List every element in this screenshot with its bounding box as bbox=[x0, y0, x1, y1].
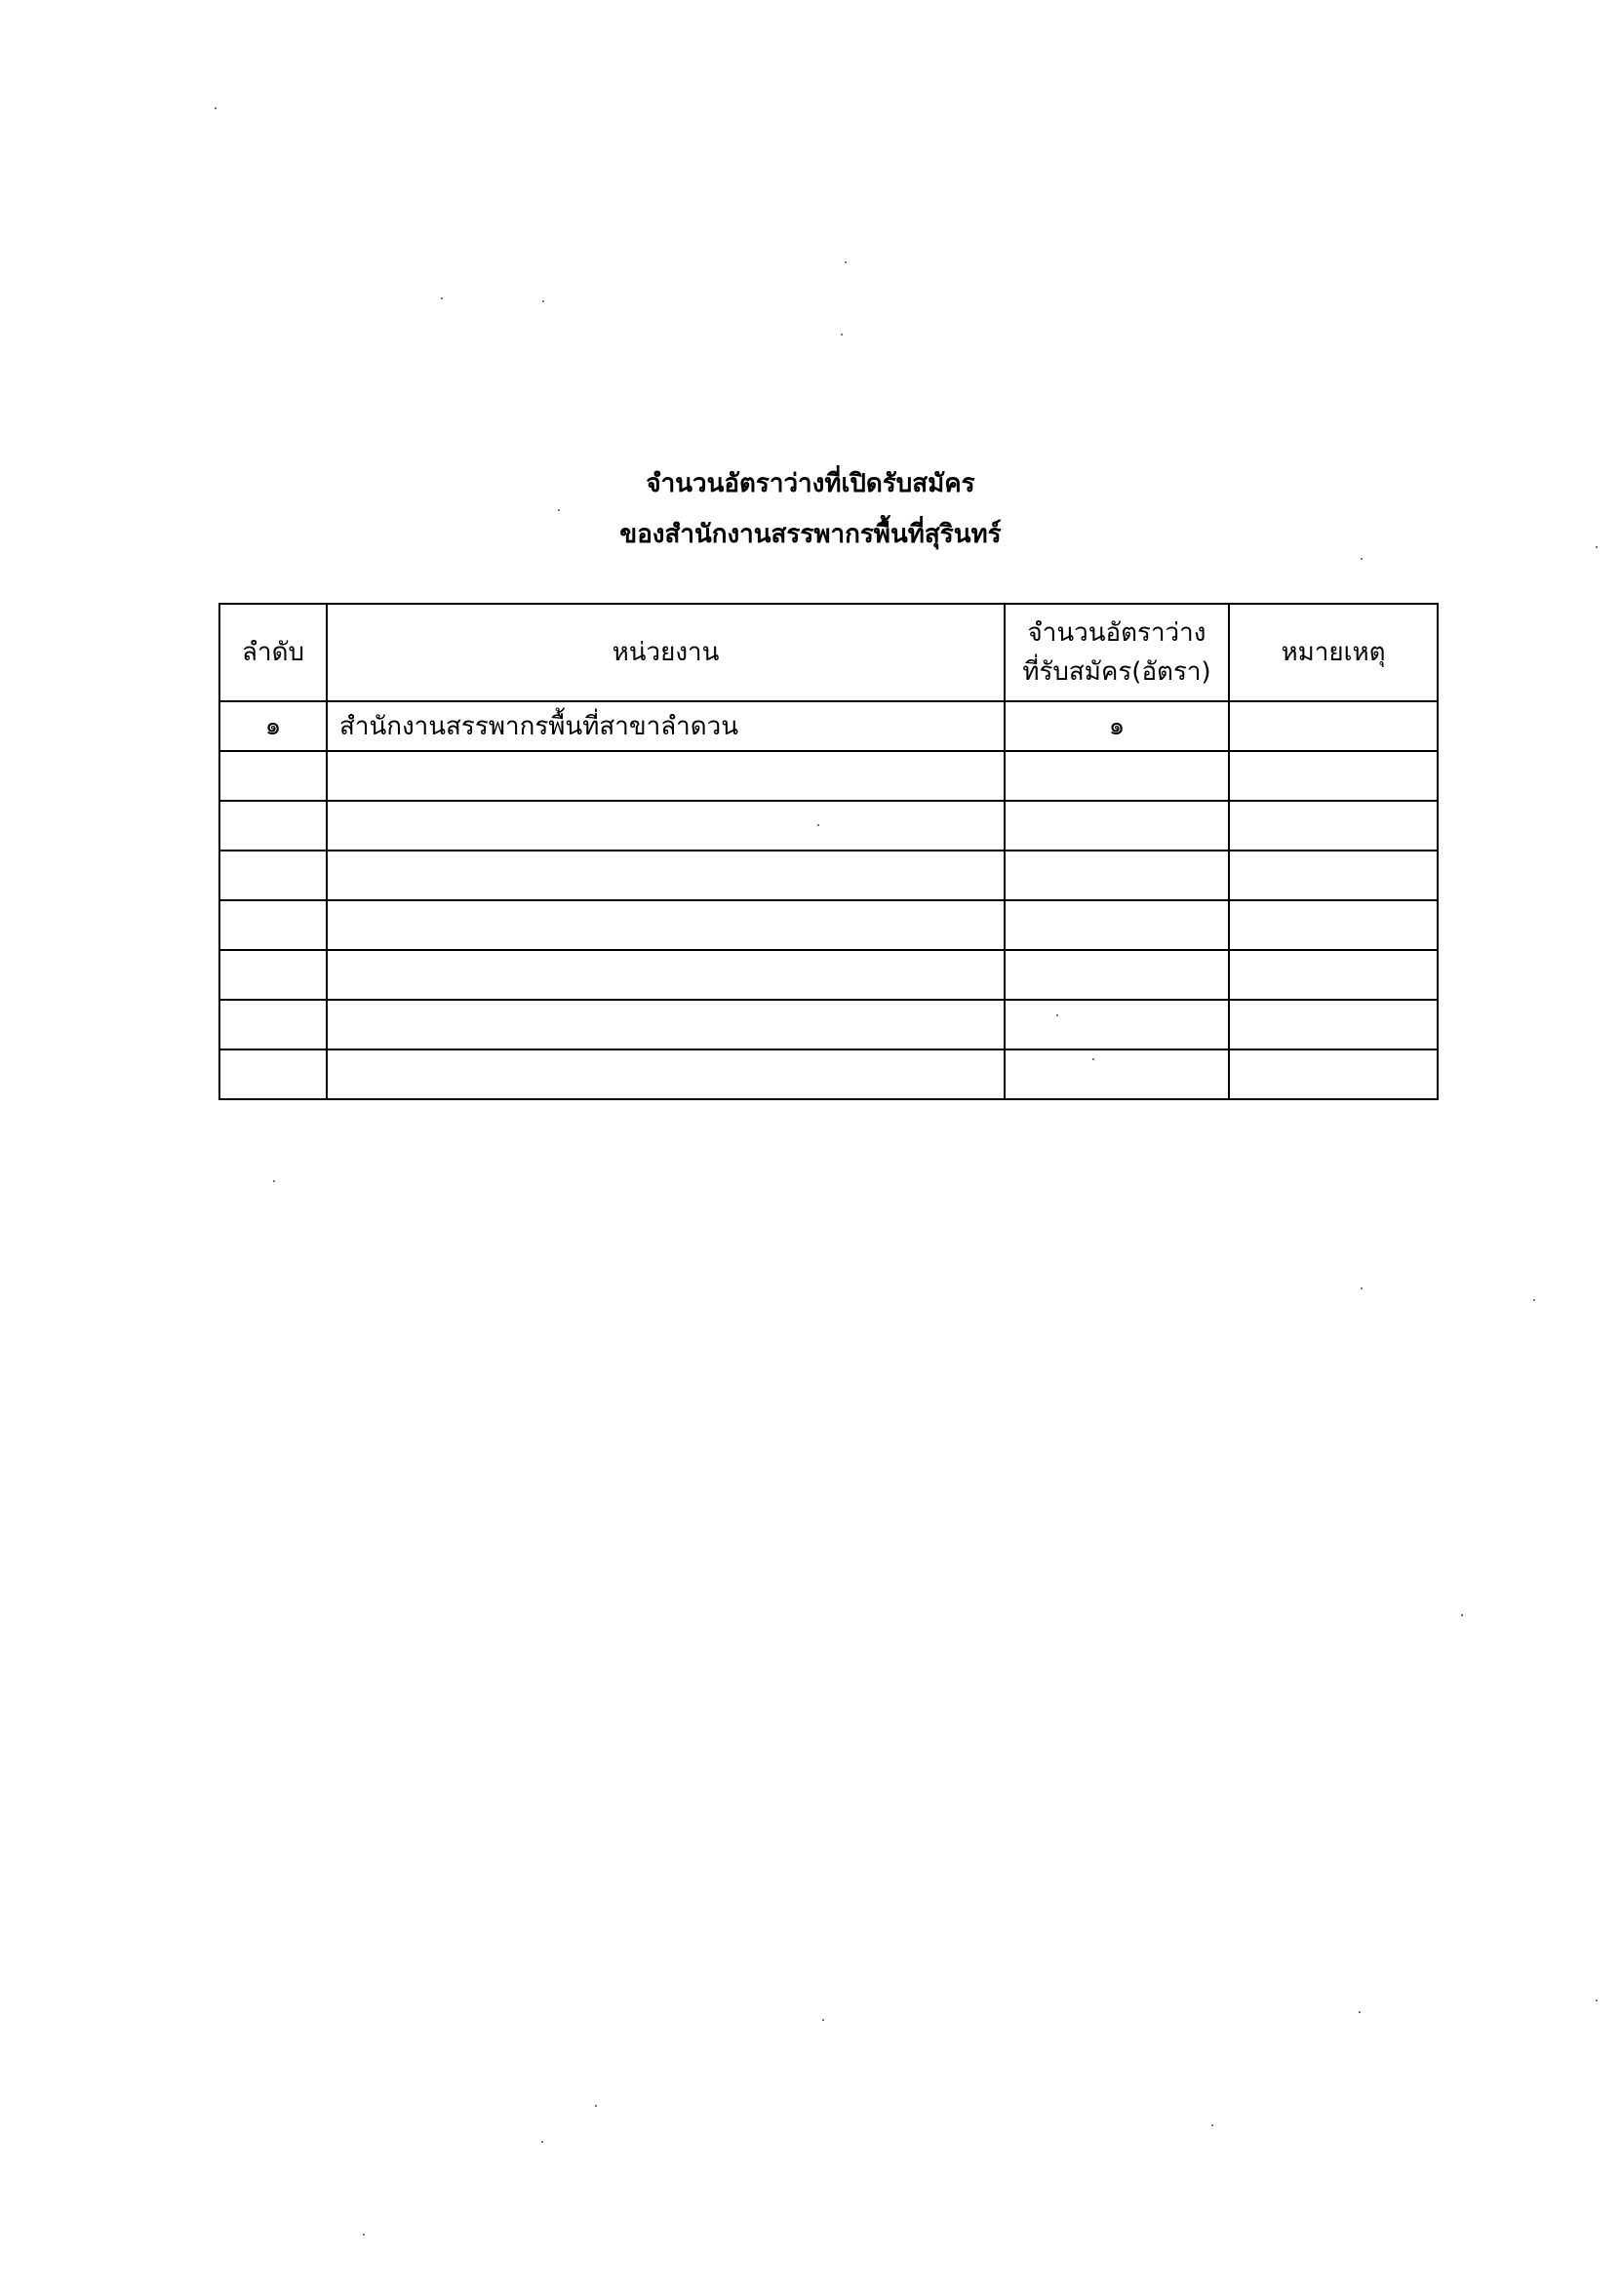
scan-speck bbox=[558, 509, 560, 511]
cell-order bbox=[219, 851, 327, 900]
scan-speck bbox=[1596, 1999, 1598, 2001]
cell-count bbox=[1005, 751, 1229, 801]
header-count-line2: ที่รับสมัคร(อัตรา) bbox=[1022, 657, 1211, 687]
header-count bbox=[1005, 604, 1229, 701]
scan-speck bbox=[595, 2105, 597, 2107]
cell-order bbox=[219, 950, 327, 1000]
scan-speck bbox=[841, 334, 843, 336]
scan-speck bbox=[541, 2141, 543, 2143]
cell-order bbox=[219, 751, 327, 801]
cell-remark bbox=[1229, 900, 1438, 950]
cell-count bbox=[1005, 801, 1229, 851]
table-row bbox=[219, 701, 1438, 751]
cell-unit bbox=[327, 1000, 1005, 1049]
cell-count: ๑ bbox=[1005, 701, 1229, 751]
cell-remark bbox=[1229, 851, 1438, 900]
document-subtitle: ของสำนักงานสรรพากรพื้นที่สุรินทร์ bbox=[619, 520, 1002, 549]
scan-speck bbox=[822, 2019, 824, 2021]
cell-count bbox=[1005, 1000, 1229, 1049]
scan-speck bbox=[845, 261, 847, 263]
cell-count bbox=[1005, 1049, 1229, 1099]
cell-count bbox=[1005, 900, 1229, 950]
header-count-line1: จำนวนอัตราว่าง bbox=[1027, 618, 1206, 648]
scan-speck bbox=[1092, 1058, 1094, 1060]
scan-speck bbox=[1361, 1287, 1363, 1289]
scan-speck bbox=[1596, 546, 1598, 548]
table-row bbox=[219, 801, 1438, 851]
header-unit: หน่วยงาน bbox=[327, 604, 1005, 701]
cell-unit bbox=[327, 851, 1005, 900]
cell-unit bbox=[327, 950, 1005, 1000]
cell-remark bbox=[1229, 701, 1438, 751]
table-header-row bbox=[219, 604, 1438, 701]
table-row bbox=[219, 950, 1438, 1000]
cell-order: ๑ bbox=[219, 701, 327, 751]
cell-unit bbox=[327, 900, 1005, 950]
cell-count bbox=[1005, 851, 1229, 900]
scan-speck bbox=[273, 1180, 275, 1182]
cell-order bbox=[219, 1000, 327, 1049]
cell-remark bbox=[1229, 801, 1438, 851]
vacancy-table bbox=[218, 603, 1439, 1100]
cell-remark bbox=[1229, 751, 1438, 801]
scan-speck bbox=[817, 824, 819, 826]
cell-count bbox=[1005, 950, 1229, 1000]
table-row bbox=[219, 1000, 1438, 1049]
cell-order bbox=[219, 900, 327, 950]
table-row bbox=[219, 851, 1438, 900]
cell-unit bbox=[327, 1049, 1005, 1099]
scan-speck bbox=[441, 297, 443, 299]
table-row bbox=[219, 751, 1438, 801]
cell-order bbox=[219, 1049, 327, 1099]
cell-remark bbox=[1229, 1049, 1438, 1099]
table-row bbox=[219, 1049, 1438, 1099]
scan-speck bbox=[542, 300, 544, 302]
scan-speck bbox=[1461, 1614, 1463, 1616]
cell-unit bbox=[327, 751, 1005, 801]
cell-order bbox=[219, 801, 327, 851]
scan-speck bbox=[1533, 1299, 1535, 1301]
scan-speck bbox=[1056, 1014, 1058, 1016]
scan-speck bbox=[1359, 2011, 1361, 2013]
cell-remark bbox=[1229, 1000, 1438, 1049]
cell-unit bbox=[327, 801, 1005, 851]
scan-speck bbox=[215, 107, 217, 109]
scan-speck bbox=[1211, 2124, 1213, 2126]
cell-unit: สำนักงานสรรพากรพื้นที่สาขาลำดวน bbox=[327, 701, 1005, 751]
scan-speck bbox=[363, 2234, 365, 2236]
header-order: ลำดับ bbox=[219, 604, 327, 701]
cell-remark bbox=[1229, 950, 1438, 1000]
document-title: จำนวนอัตราว่างที่เปิดรับสมัคร bbox=[646, 469, 975, 498]
header-remark: หมายเหตุ bbox=[1229, 604, 1438, 701]
table-row bbox=[219, 900, 1438, 950]
scan-speck bbox=[1361, 558, 1363, 560]
